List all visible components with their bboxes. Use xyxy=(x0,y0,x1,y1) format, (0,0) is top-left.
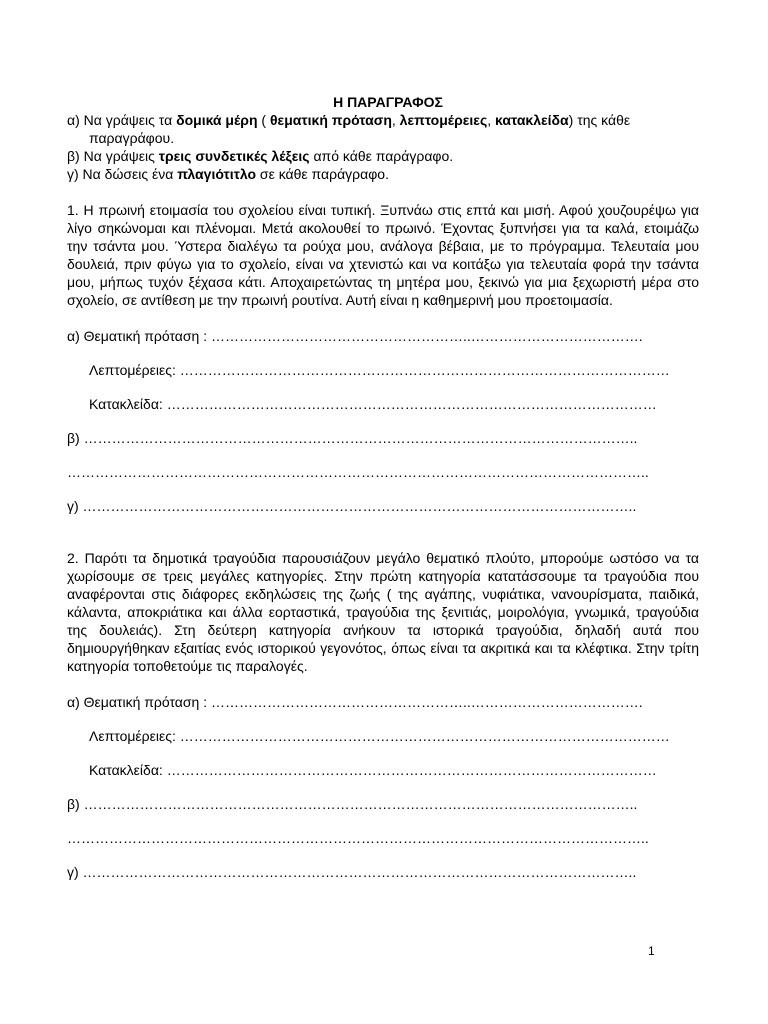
answer-2-conclusion[interactable]: Κατακλείδα: …………………………………………………………………………………………… xyxy=(89,762,657,778)
answer-2-blank[interactable]: …………………………………………………………………………………………………………….. xyxy=(67,830,649,846)
answer-1-c[interactable]: γ) ……………………………………………………………………………………………………….. xyxy=(67,498,637,514)
page-title: Η ΠΑΡΑΓΡΑΦΟΣ xyxy=(333,94,443,110)
worksheet xyxy=(67,93,699,881)
paragraph-2: 2. Παρότι τα δημοτικά τραγούδια παρουσιάζουν μεγάλο θεματικό πλούτο, μπορούμε ωστόσο να τα χωρίσουμε σε τρεις μεγάλες κατηγορίες. Στην πρώτη κατηγορία κατατάσσουμε τα τραγούδια που αναφέρονται στις διάφορες εκδηλώσεις της ζωής ( της αγάπης, νυφιάτικα, νανουρίσματα, παιδικά, κάλαντα, αποκριάτικα και άλλα εορταστικά, τραγούδια της ξενιτιάς, μοιρολόγια, γνωμικά, τραγούδια της δουλειάς). Στη δεύτερη κατηγορία ανήκουν τα ιστορικά τραγούδια, δηλαδή αυτά που δημιουργήθηκαν εξαιτίας ενός ιστορικού γεγονότος, όπως είναι τα ακριτικά και τα κλέφτικα. Στην τρίτη κατηγορία τοποθετούμε τις παραλογές. xyxy=(67,550,699,674)
answer-1-details[interactable]: Λεπτομέρειες: …………………………………………………………………………………………… xyxy=(89,362,670,378)
paragraph-1: 1. Η πρωινή ετοιμασία του σχολείου είναι τυπική. Ξυπνάω στις επτά και μισή. Αφού χουζουρέψω για λίγο σηκώνομαι και πλένομαι. Μετά ακολουθεί το πρωινό. Έχοντας ξυπνήσει για τα καλά, ετοιμάζω την τσάντα μου. Ύστερα διαλέγω τα ρούχα μου, ανάλογα βέβαια, με το πρόγραμμα. Τελευταία μου δουλειά, πριν φύγω για το σχολείο, είναι να χτενιστώ και να κοιτάξω για τελευταία φορά την τσάντα μου, μήπως τυχόν ξέχασα κάτι. Αποχαιρετώντας τη μητέρα μου, ξεκινώ για μια ξεχωριστή μέρα στο σχολείο, σε αντίθεση με την πρωινή ρουτίνα. Αυτή είναι η καθημερινή μου προετοιμασία. xyxy=(67,202,699,308)
answer-2-details[interactable]: Λεπτομέρειες: …………………………………………………………………………………………… xyxy=(89,728,670,744)
answer-1-blank[interactable]: …………………………………………………………………………………………………………….. xyxy=(67,464,649,480)
answer-1-thematic[interactable]: α) Θεματική πρόταση : ………………………………………………..………………………………. xyxy=(67,328,643,344)
answer-2-c[interactable]: γ) ……………………………………………………………………………………………………….. xyxy=(67,864,637,880)
instruction-c: γ) Να δώσεις ένα πλαγιότιτλο σε κάθε παράγραφο. xyxy=(67,166,389,182)
page-number: 1 xyxy=(648,944,655,958)
answer-2-b[interactable]: β) ……………………………………………………………………………………………………….. xyxy=(67,796,638,812)
answer-1-b[interactable]: β) ……………………………………………………………………………………………………….. xyxy=(67,430,638,446)
instruction-b: β) Να γράψεις τρεις συνδετικές λέξεις από κάθε παράγραφο. xyxy=(67,148,454,164)
answer-2-thematic[interactable]: α) Θεματική πρόταση : ………………………………………………..………………………………. xyxy=(67,694,643,710)
answer-1-conclusion[interactable]: Κατακλείδα: …………………………………………………………………………………………… xyxy=(89,396,657,412)
instruction-a: α) Να γράψεις τα δομικά μέρη ( θεματική πρόταση, λεπτομέρειες, κατακλείδα) της κάθε παραγράφου. xyxy=(67,112,631,146)
